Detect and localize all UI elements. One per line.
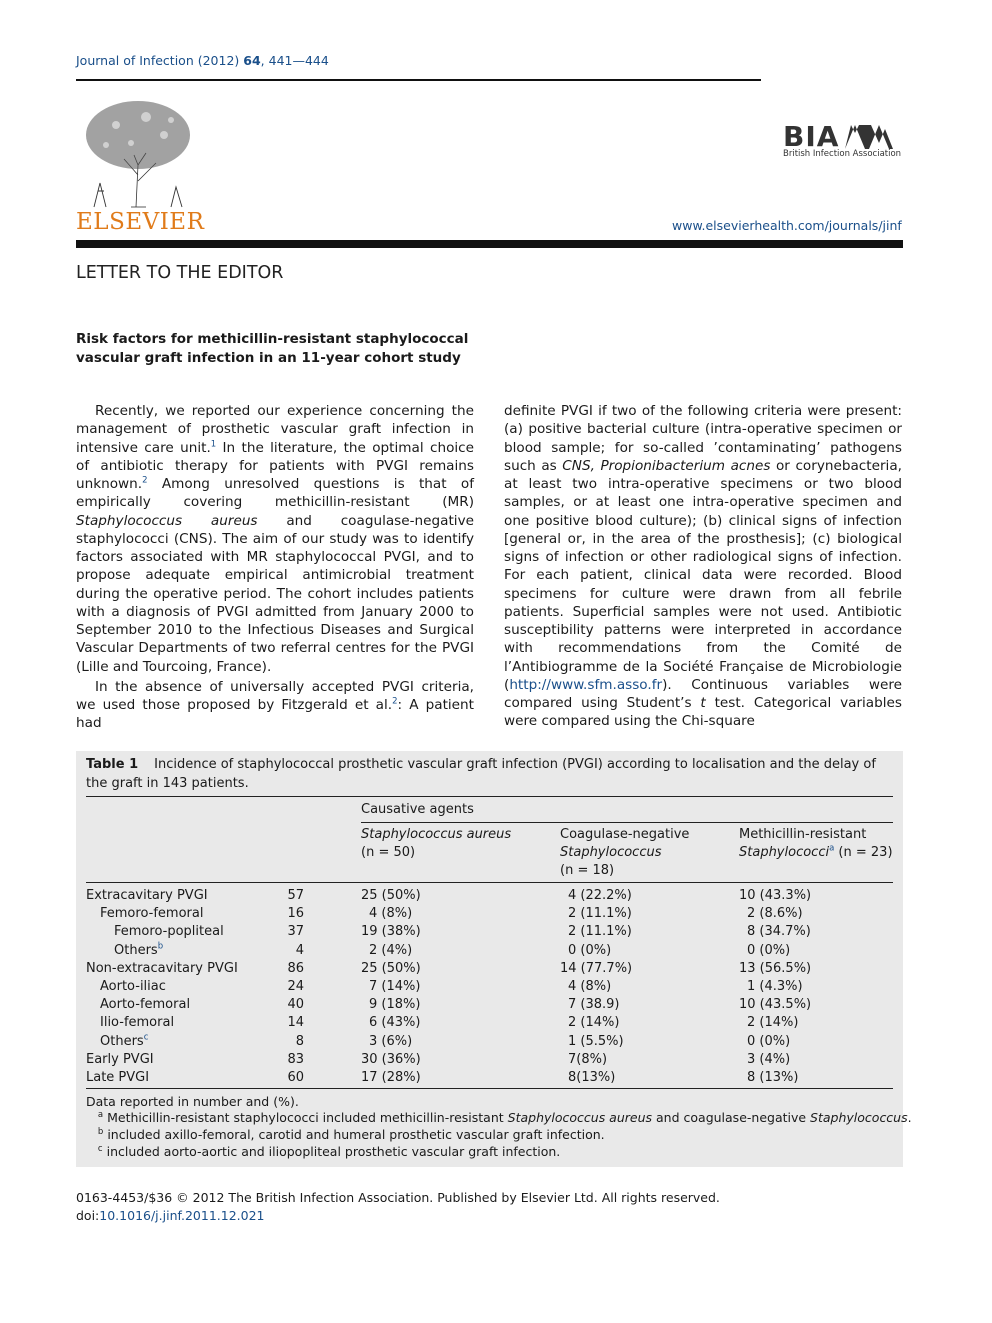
table-cell-sa: 2 (4%): [369, 942, 413, 958]
table-cell-mr: 13 (56.5%): [739, 960, 812, 976]
section-label: LETTER TO THE EDITOR: [76, 263, 284, 283]
table-cell-mr: 8 (34.7%): [747, 924, 811, 940]
citation-2-link[interactable]: 2: [142, 475, 148, 486]
table-cell-sa: 17 (28%): [361, 1070, 421, 1085]
col-header-sa: Staphylococcus aureus (n = 50): [361, 827, 512, 861]
table-footnote-b: $^b$ included axillo-femoral, carotid and humeral prosthetic vascular graft infection.: [97, 1126, 605, 1142]
table-row-label: Femoro-popliteal: [114, 924, 224, 940]
table-cell-mr: 1 (4.3%): [747, 979, 803, 994]
group-header: Causative agents: [361, 802, 474, 817]
table-cell-mr: 3 (4%): [747, 1051, 791, 1067]
table-cell-mr: 0 (0%): [747, 942, 791, 958]
table-caption: Table 1 Incidence of staphylococcal prosthetic vascular graft infection (PVGI) according to localisation and the delay of the graft in 143 patients.: [86, 757, 876, 791]
paragraph-2: In the absence of universally accepted PVGI criteria, we used those proposed by Fitzgerald et al.$^2$: A patient had: [76, 678, 474, 732]
table-cell-sa: 4 (8%): [369, 906, 413, 922]
header-thick-rule: [76, 240, 903, 248]
journal-volume: 64: [243, 53, 261, 68]
paragraph-3: definite PVGI if two of the following criteria were present: (a) positive bacterial culture (intra-operative specimen or blood sample; for so-called ’contaminating’ pathogens such as CNS, Propionibacterium acnes or corynebacteria, at least two intra-operative specimens or two blood samples, or at least one intra-operative specimen and one positive blood culture); (b) clinical signs of infection [general or, in the area of the prosthesis]; (c) biological signs of infection or other radiological signs of infection. For each patient, clinical data were recorded. Blood specimens for culture were drawn from all febrile patients. Superficial samples were not used. Antibiotic susceptibility patterns were interpreted in accordance with recommendations from the Comité de l’Antibiogramme de la Société Française de Microbiologie (http://www.sfm.asso.fr). Continuous variables were compared using Student’s t test. Categorical variables were compared using the Chi-square: [504, 403, 902, 730]
journal-pages: , 441—444: [260, 53, 329, 68]
table-footnote-a: $^a$ Methicillin-resistant staphylococci included methicillin-resistant Staphylococcus aureus and coagulase-negative Staphylococcus.: [97, 1109, 912, 1125]
table-cell-total: 37: [287, 924, 304, 940]
journal-url-link[interactable]: www.elsevierhealth.com/journals/jinf: [672, 218, 902, 233]
doi-line: doi:10.1016/j.jinf.2011.12.021: [76, 1207, 265, 1223]
table-cell-mr: 2 (14%): [747, 1015, 799, 1031]
table-cell-total: 24: [287, 979, 304, 994]
table-rule-bottom: [86, 1088, 893, 1089]
table-row-label: Others$^c$: [100, 1032, 149, 1049]
table-cell-total: 40: [287, 997, 304, 1013]
table-cell-mr: 10 (43.5%): [739, 997, 812, 1013]
table-cell-cns: 4 (22.2%): [568, 888, 632, 903]
table-footnote-c: $^c$ included aorto-aortic and iliopopliteal prosthetic vascular graft infection.: [97, 1143, 561, 1159]
table-cell-sa: 19 (38%): [361, 924, 421, 940]
table-cell-cns: 8(13%): [568, 1070, 616, 1085]
table-cell-total: 8: [295, 1033, 304, 1049]
copyright-block: [76, 1189, 720, 1224]
table-row-label: Ilio-femoral: [100, 1015, 175, 1031]
table-cell-cns: 2 (11.1%): [568, 924, 632, 940]
table-cell-total: 86: [287, 960, 304, 976]
doi-link[interactable]: 10.1016/j.jinf.2011.12.021: [99, 1207, 265, 1223]
table-row-label: Extracavitary PVGI: [86, 888, 208, 903]
table-row-label: Early PVGI: [86, 1051, 154, 1067]
header-rule: [76, 79, 761, 81]
copyright-line: 0163-4453/$36 © 2012 The British Infection Association. Published by Elsevier Ltd. All rights reserved.: [76, 1190, 720, 1205]
citation-1-link[interactable]: 1: [210, 438, 217, 449]
table-cell-mr: 0 (0%): [747, 1033, 791, 1049]
table-cell-sa: 30 (36%): [361, 1051, 421, 1067]
table-cell-mr: 8 (13%): [747, 1070, 799, 1085]
table-cell-mr: 2 (8.6%): [747, 906, 803, 922]
bia-logo-mark-icon: [845, 125, 901, 149]
sfm-link[interactable]: http://www.sfm.asso.fr: [509, 676, 663, 693]
bia-subtitle: British Infection Association: [783, 149, 902, 159]
table-label: Table 1: [86, 757, 139, 772]
table-cell-cns: 0 (0%): [568, 942, 612, 958]
table-cell-cns: 7 (38.9): [568, 997, 620, 1013]
journal-name: Journal of Infection (2012): [76, 53, 240, 68]
table-row-label: Aorto-iliac: [100, 979, 166, 994]
table-rule-header: [86, 882, 893, 883]
table-row-label: Aorto-femoral: [100, 997, 191, 1013]
citation-2b-link[interactable]: 2: [392, 696, 398, 707]
table-cell-cns: 2 (14%): [568, 1015, 620, 1031]
table-cell-total: 60: [287, 1070, 304, 1085]
table-cell-sa: 3 (6%): [369, 1033, 413, 1049]
body-column-right: [504, 402, 902, 731]
table-cell-sa: 25 (50%): [361, 888, 421, 903]
table-cell-sa: 9 (18%): [369, 997, 421, 1013]
table-cell-total: 16: [287, 906, 304, 922]
journal-reference[interactable]: [76, 53, 329, 68]
table-cell-total: 57: [287, 888, 304, 903]
table-row-label: Non-extracavitary PVGI: [86, 960, 238, 976]
table-rule-top: [86, 796, 893, 797]
table-row-label: Femoro-femoral: [100, 906, 204, 922]
article-title: Risk factors for methicillin-resistant staphylococcal vascular graft infection in an 11-year cohort study: [76, 331, 469, 366]
table-cell-cns: 2 (11.1%): [568, 906, 632, 922]
table-cell-cns: 14 (77.7%): [560, 960, 633, 976]
table-cell-sa: 7 (14%): [369, 979, 421, 994]
elsevier-wordmark: ELSEVIER: [76, 209, 205, 235]
table-cell-total: 83: [287, 1051, 304, 1067]
table-cell-mr: 10 (43.3%): [739, 888, 812, 903]
col-header-cns: Coagulase-negative Staphylococcus (n = 18): [560, 827, 690, 879]
table-footnote-data: Data reported in number and (%).: [86, 1094, 299, 1109]
table-1: [76, 751, 912, 1167]
col-header-mr: Methicillin-resistant Staphylococci$^a$ (n = 23): [739, 827, 893, 861]
table-rule-group: [361, 822, 893, 823]
table-cell-cns: 4 (8%): [568, 979, 612, 994]
table-row-label: Late PVGI: [86, 1070, 150, 1085]
table-cell-cns: 1 (5.5%): [568, 1033, 624, 1049]
table-cell-total: 4: [295, 942, 304, 958]
bia-logo-text: BIA: [783, 120, 840, 153]
body-column-left: [76, 402, 474, 733]
table-row-label: Others$^b$: [114, 941, 164, 958]
paragraph-1: Recently, we reported our experience concerning the management of prosthetic vascular graft infection in intensive care unit.$^1$ In the literature, the optimal choice of antibiotic therapy for patients with PVGI remains unknown.$^2$ Among unresolved questions is that of empirically covering methicillin-resistant (MR) Staphylococcus aureus and coagulase-negative staphylococci (CNS). The aim of our study was to identify factors associated with MR staphylococcal PVGI, and to propose adequate empirical antimicrobial treatment during the operative period. The cohort includes patients with a diagnosis of PVGI admitted from January 2000 to September 2010 to the Infectious Diseases and Surgical Vascular Departments of two referral centres for the PVGI (Lille and Tourcoing, France).: [76, 403, 474, 675]
table-cell-sa: 25 (50%): [361, 960, 421, 976]
table-cell-sa: 6 (43%): [369, 1015, 421, 1031]
table-cell-total: 14: [287, 1015, 304, 1031]
table-cell-cns: 7(8%): [568, 1051, 608, 1067]
